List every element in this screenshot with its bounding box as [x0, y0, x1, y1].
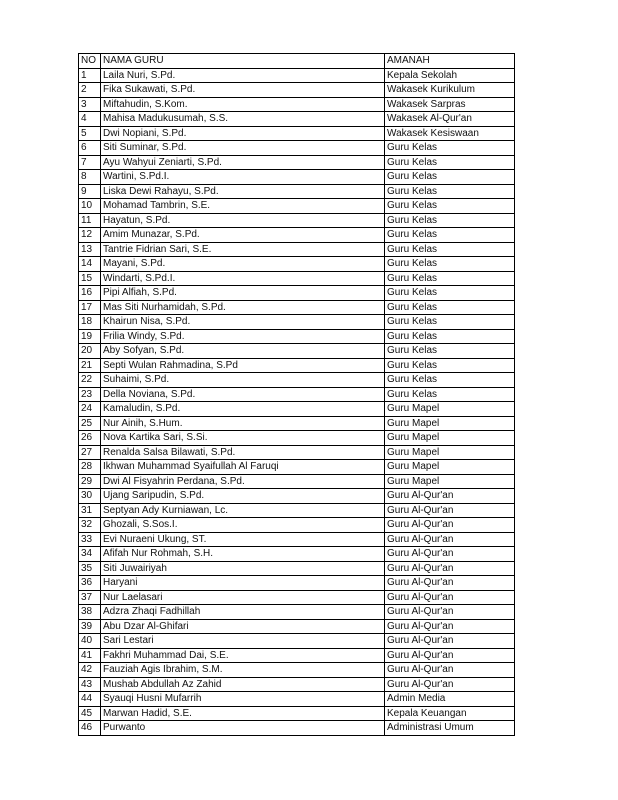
table-row [79, 155, 515, 170]
cell-nama-guru: Tantrie Fidrian Sari, S.E. [101, 242, 385, 257]
cell-nama-guru: Mushab Abdullah Az Zahid [101, 677, 385, 692]
cell-no: 6 [79, 141, 101, 156]
cell-no: 23 [79, 387, 101, 402]
cell-nama-guru: Fakhri Muhammad Dai, S.E. [101, 648, 385, 663]
cell-no: 42 [79, 663, 101, 678]
table-row [79, 83, 515, 98]
cell-no: 13 [79, 242, 101, 257]
table-row [79, 619, 515, 634]
cell-nama-guru: Septi Wulan Rahmadina, S.Pd [101, 358, 385, 373]
cell-amanah: Guru Kelas [385, 155, 515, 170]
cell-no: 14 [79, 257, 101, 272]
cell-amanah: Guru Al-Qur'an [385, 489, 515, 504]
cell-no: 9 [79, 184, 101, 199]
cell-nama-guru: Abu Dzar Al-Ghifari [101, 619, 385, 634]
table-row [79, 460, 515, 475]
cell-nama-guru: Windarti, S.Pd.I. [101, 271, 385, 286]
cell-amanah: Guru Kelas [385, 271, 515, 286]
cell-nama-guru: Evi Nuraeni Ukung, ST. [101, 532, 385, 547]
cell-amanah: Admin Media [385, 692, 515, 707]
cell-nama-guru: Khairun Nisa, S.Pd. [101, 315, 385, 330]
table-row [79, 663, 515, 678]
cell-amanah: Guru Kelas [385, 141, 515, 156]
cell-nama-guru: Wartini, S.Pd.I. [101, 170, 385, 185]
table-row [79, 532, 515, 547]
cell-nama-guru: Siti Juwairiyah [101, 561, 385, 576]
cell-nama-guru: Mas Siti Nurhamidah, S.Pd. [101, 300, 385, 315]
table-row [79, 170, 515, 185]
cell-amanah: Administrasi Umum [385, 721, 515, 736]
cell-amanah: Guru Al-Qur'an [385, 576, 515, 591]
cell-no: 34 [79, 547, 101, 562]
table-row [79, 706, 515, 721]
cell-amanah: Kepala Keuangan [385, 706, 515, 721]
cell-no: 16 [79, 286, 101, 301]
cell-amanah: Guru Al-Qur'an [385, 619, 515, 634]
table-row [79, 431, 515, 446]
cell-nama-guru: Kamaludin, S.Pd. [101, 402, 385, 417]
table-body [79, 68, 515, 735]
cell-nama-guru: Laila Nuri, S.Pd. [101, 68, 385, 83]
table-header-row [79, 54, 515, 69]
cell-amanah: Wakasek Sarpras [385, 97, 515, 112]
table-row [79, 68, 515, 83]
table-row [79, 605, 515, 620]
cell-amanah: Guru Kelas [385, 300, 515, 315]
cell-no: 43 [79, 677, 101, 692]
cell-nama-guru: Frilia Windy, S.Pd. [101, 329, 385, 344]
cell-amanah: Guru Kelas [385, 242, 515, 257]
cell-nama-guru: Hayatun, S.Pd. [101, 213, 385, 228]
header-no: NO [79, 54, 101, 69]
cell-no: 2 [79, 83, 101, 98]
cell-nama-guru: Miftahudin, S.Kom. [101, 97, 385, 112]
table-row [79, 228, 515, 243]
table-row [79, 518, 515, 533]
header-amanah: AMANAH [385, 54, 515, 69]
cell-amanah: Guru Kelas [385, 387, 515, 402]
cell-amanah: Guru Kelas [385, 373, 515, 388]
table-row [79, 184, 515, 199]
cell-no: 39 [79, 619, 101, 634]
table-row [79, 489, 515, 504]
cell-nama-guru: Ujang Saripudin, S.Pd. [101, 489, 385, 504]
cell-amanah: Wakasek Kurikulum [385, 83, 515, 98]
cell-amanah: Guru Al-Qur'an [385, 590, 515, 605]
cell-no: 5 [79, 126, 101, 141]
cell-no: 22 [79, 373, 101, 388]
cell-nama-guru: Renalda Salsa Bilawati, S.Pd. [101, 445, 385, 460]
table-row [79, 474, 515, 489]
cell-amanah: Wakasek Kesiswaan [385, 126, 515, 141]
teacher-table [78, 53, 515, 736]
cell-no: 38 [79, 605, 101, 620]
cell-amanah: Guru Kelas [385, 170, 515, 185]
cell-amanah: Guru Al-Qur'an [385, 663, 515, 678]
cell-nama-guru: Dwi Nopiani, S.Pd. [101, 126, 385, 141]
table-row [79, 344, 515, 359]
cell-no: 10 [79, 199, 101, 214]
cell-no: 26 [79, 431, 101, 446]
cell-amanah: Guru Kelas [385, 344, 515, 359]
cell-nama-guru: Nur Ainih, S.Hum. [101, 416, 385, 431]
cell-no: 36 [79, 576, 101, 591]
cell-amanah: Guru Al-Qur'an [385, 605, 515, 620]
table-row [79, 199, 515, 214]
cell-amanah: Guru Kelas [385, 213, 515, 228]
cell-nama-guru: Ayu Wahyui Zeniarti, S.Pd. [101, 155, 385, 170]
cell-amanah: Guru Mapel [385, 416, 515, 431]
table-row [79, 300, 515, 315]
cell-nama-guru: Siti Suminar, S.Pd. [101, 141, 385, 156]
cell-amanah: Guru Mapel [385, 474, 515, 489]
cell-no: 46 [79, 721, 101, 736]
cell-no: 32 [79, 518, 101, 533]
table-row [79, 445, 515, 460]
table-row [79, 692, 515, 707]
cell-amanah: Guru Kelas [385, 228, 515, 243]
cell-nama-guru: Marwan Hadid, S.E. [101, 706, 385, 721]
table-row [79, 402, 515, 417]
table-row [79, 112, 515, 127]
table-row [79, 503, 515, 518]
cell-nama-guru: Sari Lestari [101, 634, 385, 649]
table-row [79, 257, 515, 272]
cell-amanah: Guru Mapel [385, 445, 515, 460]
cell-amanah: Guru Al-Qur'an [385, 532, 515, 547]
cell-amanah: Guru Kelas [385, 286, 515, 301]
cell-no: 41 [79, 648, 101, 663]
table-row [79, 387, 515, 402]
cell-nama-guru: Amim Munazar, S.Pd. [101, 228, 385, 243]
cell-amanah: Guru Al-Qur'an [385, 518, 515, 533]
cell-nama-guru: Della Noviana, S.Pd. [101, 387, 385, 402]
cell-nama-guru: Purwanto [101, 721, 385, 736]
cell-no: 11 [79, 213, 101, 228]
header-nama-guru: NAMA GURU [101, 54, 385, 69]
cell-no: 4 [79, 112, 101, 127]
cell-amanah: Guru Al-Qur'an [385, 648, 515, 663]
cell-amanah: Wakasek Al-Qur'an [385, 112, 515, 127]
cell-no: 30 [79, 489, 101, 504]
cell-no: 25 [79, 416, 101, 431]
cell-amanah: Guru Al-Qur'an [385, 677, 515, 692]
table-row [79, 634, 515, 649]
cell-no: 44 [79, 692, 101, 707]
table-row [79, 315, 515, 330]
table-row [79, 416, 515, 431]
cell-nama-guru: Pipi Alfiah, S.Pd. [101, 286, 385, 301]
teacher-list-sheet [78, 53, 514, 736]
cell-no: 24 [79, 402, 101, 417]
table-row [79, 677, 515, 692]
table-row [79, 242, 515, 257]
cell-no: 29 [79, 474, 101, 489]
cell-no: 45 [79, 706, 101, 721]
cell-nama-guru: Nova Kartika Sari, S.Si. [101, 431, 385, 446]
cell-nama-guru: Afifah Nur Rohmah, S.H. [101, 547, 385, 562]
cell-nama-guru: Syauqi Husni Mufarrih [101, 692, 385, 707]
cell-amanah: Guru Al-Qur'an [385, 503, 515, 518]
cell-amanah: Guru Mapel [385, 431, 515, 446]
cell-no: 33 [79, 532, 101, 547]
table-row [79, 561, 515, 576]
cell-no: 40 [79, 634, 101, 649]
cell-nama-guru: Mayani, S.Pd. [101, 257, 385, 272]
cell-amanah: Guru Kelas [385, 199, 515, 214]
table-row [79, 97, 515, 112]
cell-amanah: Guru Al-Qur'an [385, 547, 515, 562]
cell-nama-guru: Fika Sukawati, S.Pd. [101, 83, 385, 98]
table-row [79, 358, 515, 373]
table-row [79, 576, 515, 591]
table-row [79, 286, 515, 301]
table-row [79, 141, 515, 156]
cell-amanah: Guru Kelas [385, 257, 515, 272]
cell-no: 8 [79, 170, 101, 185]
cell-nama-guru: Adzra Zhaqi Fadhillah [101, 605, 385, 620]
cell-nama-guru: Haryani [101, 576, 385, 591]
cell-nama-guru: Fauziah Agis Ibrahim, S.M. [101, 663, 385, 678]
table-row [79, 329, 515, 344]
cell-nama-guru: Liska Dewi Rahayu, S.Pd. [101, 184, 385, 199]
cell-nama-guru: Mohamad Tambrin, S.E. [101, 199, 385, 214]
cell-amanah: Kepala Sekolah [385, 68, 515, 83]
table-row [79, 126, 515, 141]
cell-no: 37 [79, 590, 101, 605]
table-row [79, 590, 515, 605]
table-row [79, 547, 515, 562]
cell-amanah: Guru Kelas [385, 184, 515, 199]
cell-no: 15 [79, 271, 101, 286]
cell-no: 35 [79, 561, 101, 576]
table-row [79, 271, 515, 286]
cell-nama-guru: Suhaimi, S.Pd. [101, 373, 385, 388]
cell-no: 28 [79, 460, 101, 475]
cell-no: 1 [79, 68, 101, 83]
cell-no: 12 [79, 228, 101, 243]
cell-no: 3 [79, 97, 101, 112]
cell-nama-guru: Mahisa Madukusumah, S.S. [101, 112, 385, 127]
cell-amanah: Guru Al-Qur'an [385, 561, 515, 576]
cell-nama-guru: Dwi Al Fisyahrin Perdana, S.Pd. [101, 474, 385, 489]
cell-nama-guru: Ghozali, S.Sos.I. [101, 518, 385, 533]
cell-nama-guru: Septyan Ady Kurniawan, Lc. [101, 503, 385, 518]
cell-no: 17 [79, 300, 101, 315]
table-row [79, 648, 515, 663]
cell-no: 21 [79, 358, 101, 373]
cell-no: 18 [79, 315, 101, 330]
cell-no: 27 [79, 445, 101, 460]
cell-nama-guru: Aby Sofyan, S.Pd. [101, 344, 385, 359]
cell-nama-guru: Ikhwan Muhammad Syaifullah Al Faruqi [101, 460, 385, 475]
cell-amanah: Guru Kelas [385, 358, 515, 373]
table-row [79, 373, 515, 388]
cell-amanah: Guru Mapel [385, 460, 515, 475]
cell-nama-guru: Nur Laelasari [101, 590, 385, 605]
cell-amanah: Guru Kelas [385, 315, 515, 330]
table-row [79, 721, 515, 736]
cell-no: 31 [79, 503, 101, 518]
cell-no: 19 [79, 329, 101, 344]
cell-amanah: Guru Mapel [385, 402, 515, 417]
cell-amanah: Guru Kelas [385, 329, 515, 344]
cell-amanah: Guru Al-Qur'an [385, 634, 515, 649]
cell-no: 7 [79, 155, 101, 170]
cell-no: 20 [79, 344, 101, 359]
table-row [79, 213, 515, 228]
